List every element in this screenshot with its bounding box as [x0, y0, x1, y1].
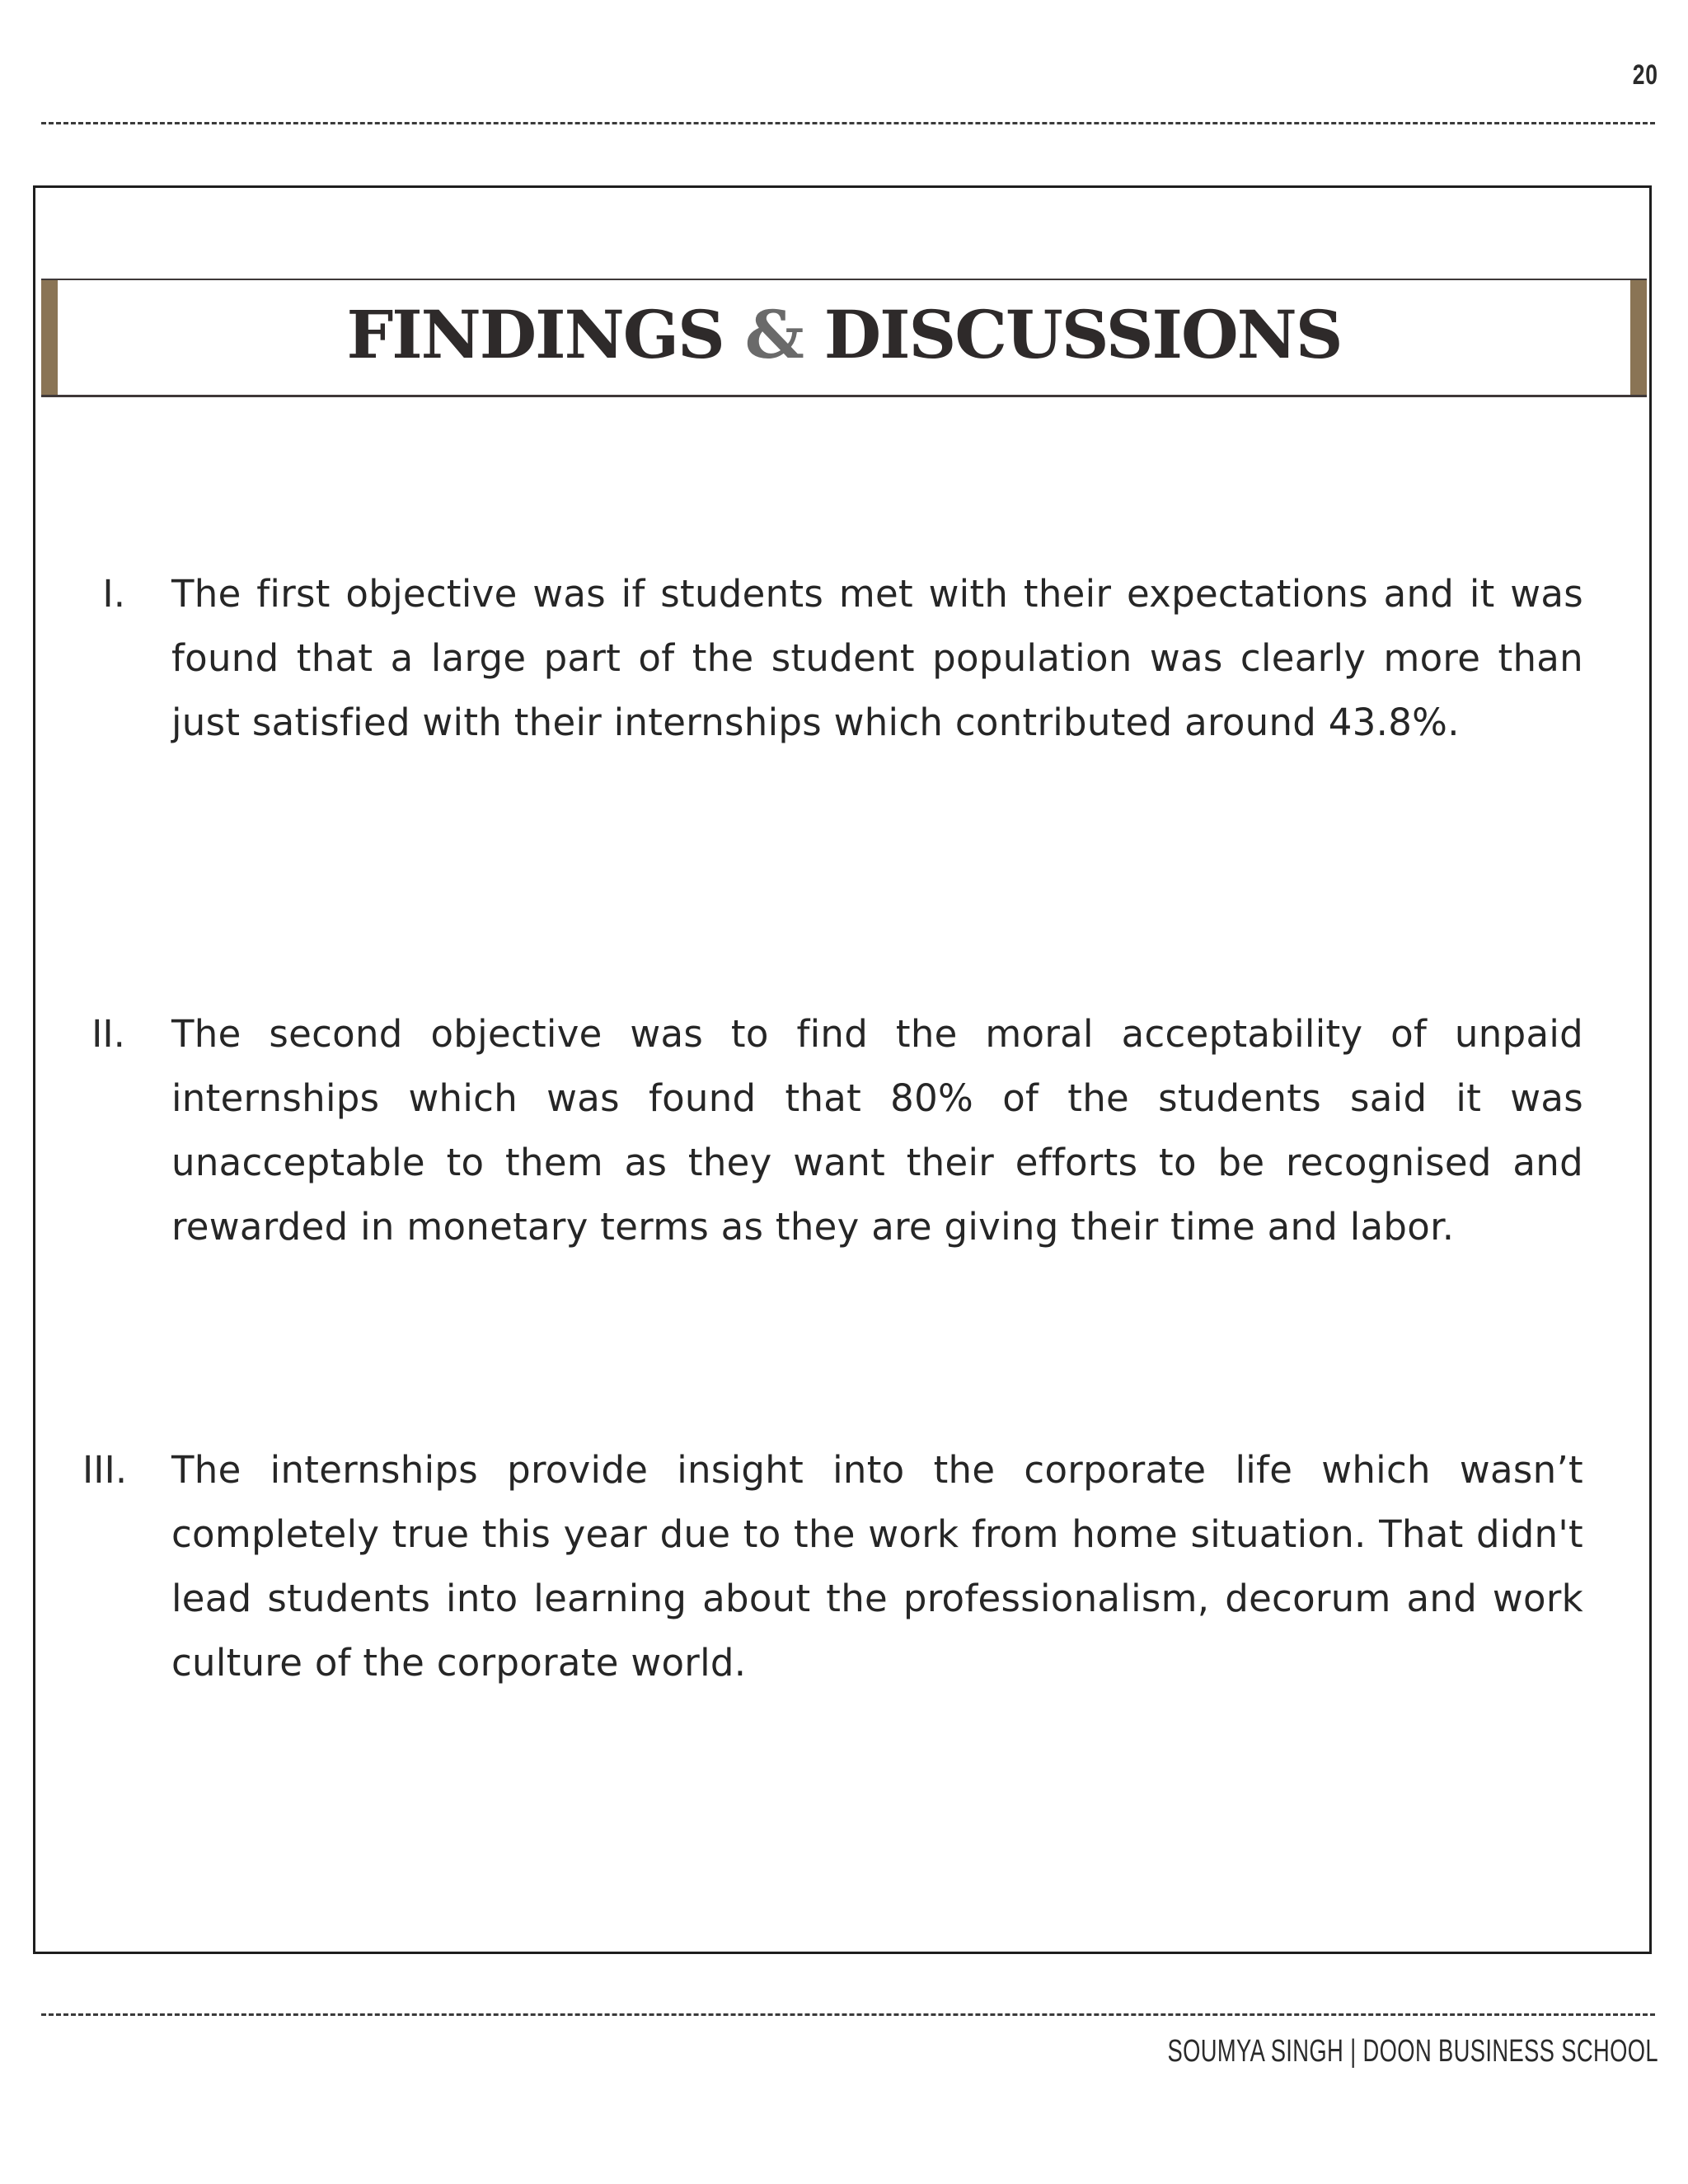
header-divider	[41, 122, 1655, 124]
footer-divider	[41, 2013, 1655, 2016]
section-title-ampersand: &	[744, 296, 803, 373]
finding-text: The first objective was if students met with their expectations and it was found that a large part of the student population was clearly more than just satisfied with their internships which contributed around 43.8%.	[171, 572, 1583, 744]
finding-numeral: II.	[91, 1012, 125, 1056]
section-title-part1: FINDINGS	[346, 296, 745, 373]
finding-text: The internships provide insight into the corporate life which wasn’t completely true this year due to the work from home situation. That didn't lead students into learning about the professionalism, decorum and work culture of the corporate world.	[171, 1448, 1583, 1685]
section-title	[41, 298, 1647, 371]
finding-numeral: I.	[102, 572, 125, 616]
footer-credit: SOUMYA SINGH | DOON BUSINESS SCHOOL	[1167, 2034, 1658, 2069]
section-title-part2: DISCUSSIONS	[802, 296, 1342, 373]
finding-text: The second objective was to find the moral acceptability of unpaid internships which was found that 80% of the students said it was unacceptable to them as they want their efforts to be recognised and rewarded in monetary terms as they are giving their time and labor.	[171, 1012, 1583, 1249]
page-number: 20	[1632, 59, 1658, 91]
finding-numeral: III.	[82, 1448, 128, 1492]
section-title-band	[41, 279, 1647, 397]
